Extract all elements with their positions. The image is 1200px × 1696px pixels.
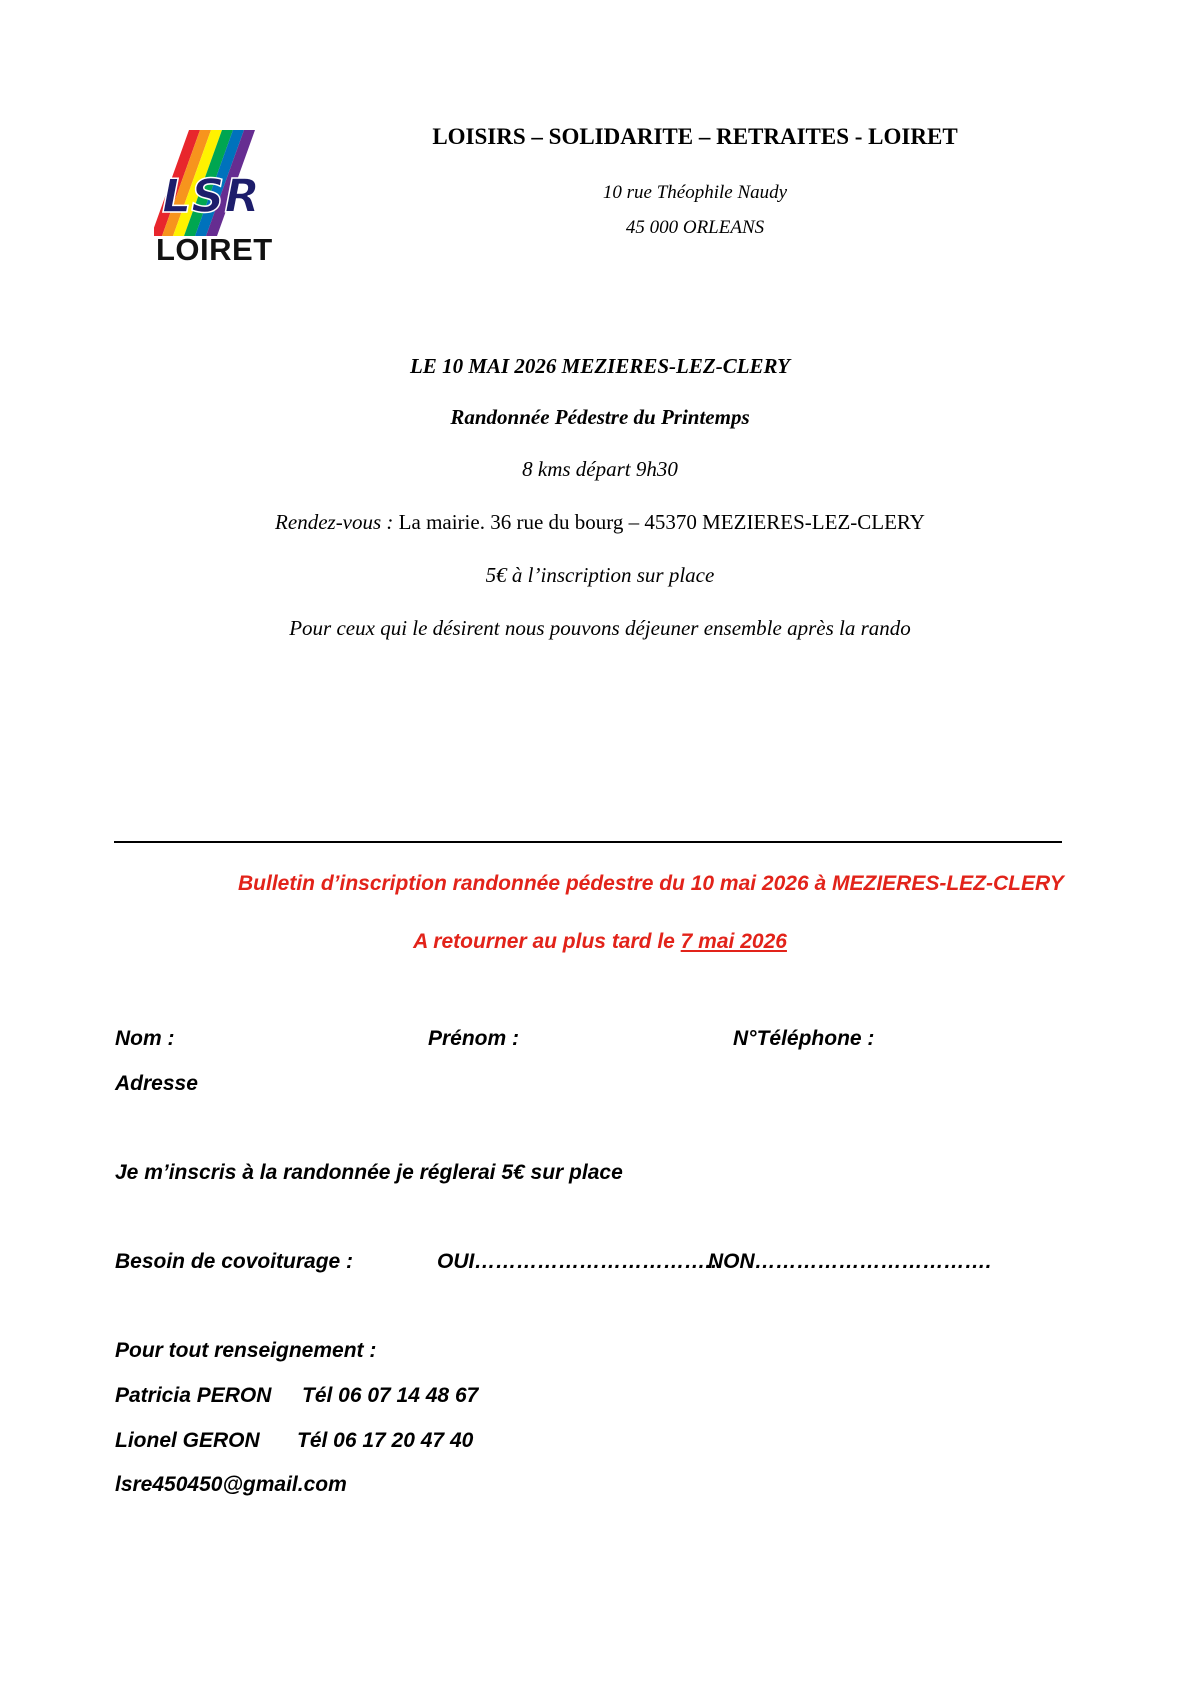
section-divider — [114, 841, 1062, 843]
address-city: 45 000 ORLEANS — [625, 217, 765, 238]
contact-name: Patricia PERON — [115, 1384, 272, 1407]
event-name: Randonnée Pédestre du Printemps — [450, 405, 750, 429]
logo-text: LOIRET — [156, 232, 273, 267]
lsr-loiret-logo — [154, 128, 273, 268]
nom-field-label: Nom : — [115, 1027, 175, 1050]
carpool-yes-option: OUI…………………………….. — [437, 1250, 718, 1273]
signup-statement: Je m’inscris à la randonnée je réglerai 5€ sur place — [115, 1161, 623, 1184]
carpool-label: Besoin de covoiturage : — [115, 1250, 354, 1273]
event-price: 5€ à l’inscription sur place — [485, 563, 715, 587]
contact-heading: Pour tout renseignement : — [115, 1339, 377, 1362]
logo-letters: LSR — [162, 169, 260, 223]
event-date-place: LE 10 MAI 2026 MEZIERES-LEZ-CLERY — [409, 354, 790, 378]
contact-email: lsre450450@gmail.com — [115, 1473, 347, 1496]
meeting-place: La mairie. 36 rue du bourg – 45370 MEZIERES-LEZ-CLERY — [398, 510, 925, 534]
contact-name: Lionel GERON — [115, 1429, 260, 1452]
prenom-field-label: Prénom : — [428, 1027, 520, 1050]
deadline-prefix: A retourner au plus tard le — [413, 930, 681, 953]
telephone-field-label: N°Téléphone : — [733, 1027, 875, 1050]
form-title: Bulletin d’inscription randonnée pédestre du 10 mai 2026 à MEZIERES-LEZ-CLERY — [238, 872, 1064, 895]
adresse-field-label: Adresse — [115, 1072, 198, 1095]
contact-phone: Tél 06 17 20 47 40 — [297, 1429, 474, 1452]
event-lunch-note: Pour ceux qui le désirent nous pouvons déjeuner ensemble après la rando — [289, 616, 911, 640]
carpool-no-option: NON……………………………. — [708, 1250, 992, 1273]
meeting-label: Rendez-vous : — [275, 510, 394, 534]
form-deadline — [0, 930, 1200, 954]
event-meeting-point — [160, 510, 1040, 535]
contact-phone: Tél 06 07 14 48 67 — [302, 1384, 479, 1407]
address-street: 10 rue Théophile Naudy — [602, 182, 788, 203]
event-distance-start: 8 kms départ 9h30 — [522, 457, 678, 481]
deadline-date: 7 mai 2026 — [680, 930, 787, 953]
organization-name: LOISIRS – SOLIDARITE – RETRAITES - LOIRET — [432, 124, 958, 149]
